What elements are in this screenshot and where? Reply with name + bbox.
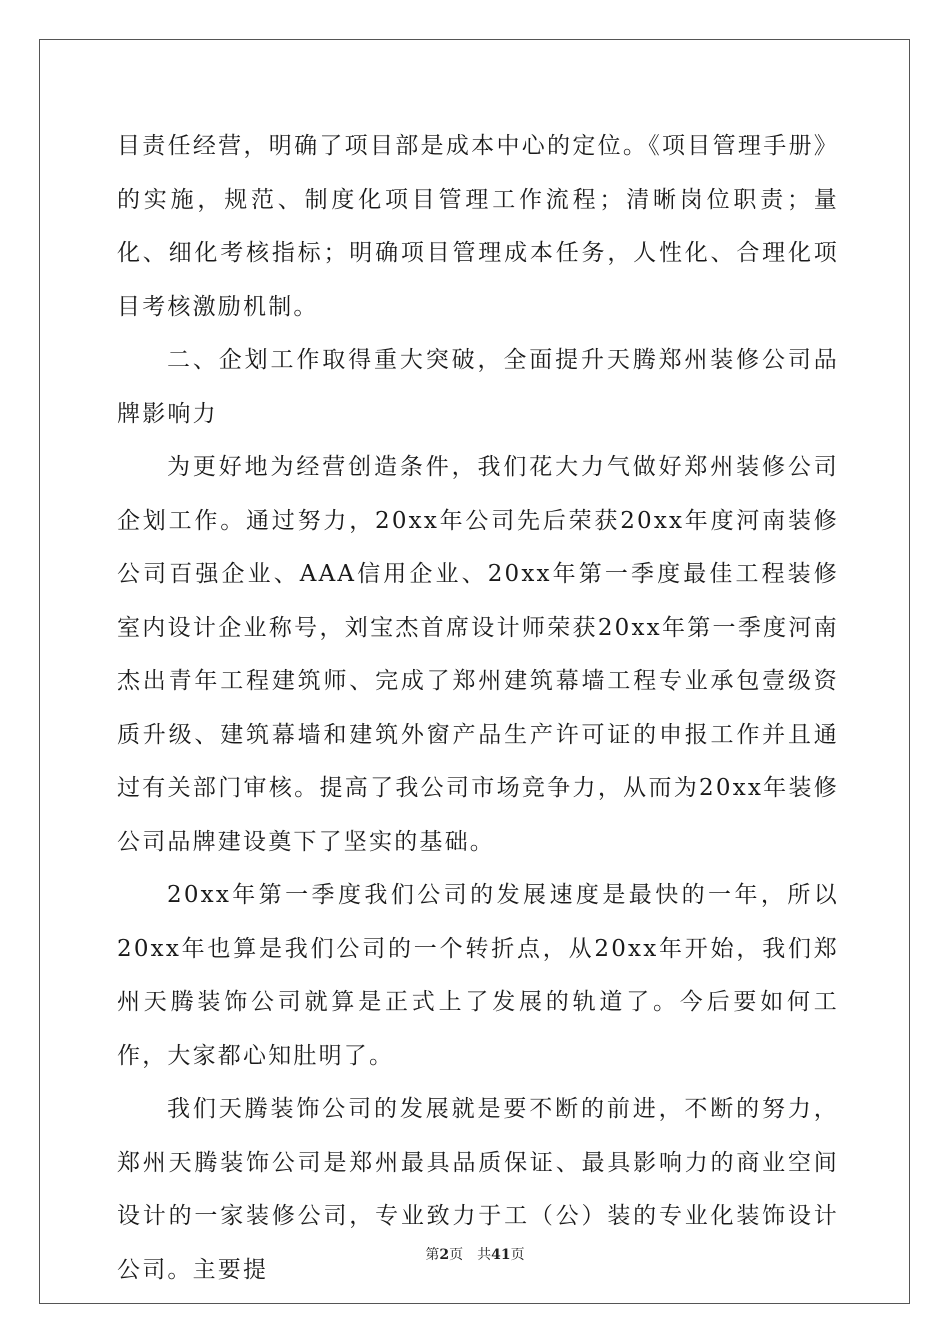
- paragraph-3: 为更好地为经营创造条件，我们花大力气做好郑州装修公司企划工作。通过努力，20xx年公司先后荣获20xx年度河南装修公司百强企业、AAA信用企业、20xx年第一季度最佳工程装修室内设计企业称号，刘宝杰首席设计师荣获20xx年第一季度河南杰出青年工程建筑师、完成了郑州建筑幕墙工程专业承包壹级资质升级、建筑幕墙和建筑外窗产品生产许可证的申报工作并且通过有关部门审核。提高了我公司市场竞争力，从而为20xx年装修公司品牌建设奠下了坚实的基础。: [117, 454, 839, 855]
- total-prefix: 共: [477, 1247, 492, 1263]
- paragraph-1: 目责任经营，明确了项目部是成本中心的定位。《项目管理手册》的实施，规范、制度化项目管理工作流程；清晰岗位职责；量化、细化考核指标；明确项目管理成本任务，人性化、合理化项目考核激励机制。: [117, 133, 839, 320]
- total-suffix: 页: [510, 1247, 525, 1263]
- page-suffix: 页: [449, 1247, 464, 1263]
- document-body: [117, 120, 839, 1297]
- total-page-number: 41: [491, 1247, 511, 1263]
- page-prefix: 第: [425, 1247, 440, 1263]
- section-heading-2: 二、企划工作取得重大突破，全面提升天腾郑州装修公司品牌影响力: [117, 347, 839, 427]
- current-page-number: 2: [439, 1247, 450, 1263]
- paragraph-4: 20xx年第一季度我们公司的发展速度是最快的一年，所以20xx年也算是我们公司的一个转折点，从20xx年开始，我们郑州天腾装饰公司就算是正式上了发展的轨道了。今后要如何工作，大家都心知肚明了。: [117, 882, 839, 1069]
- paragraph-5: 我们天腾装饰公司的发展就是要不断的前进，不断的努力，郑州天腾装饰公司是郑州最具品质保证、最具影响力的商业空间设计的一家装修公司，专业致力于工（公）装的专业化装饰设计公司。主要提: [117, 1096, 839, 1283]
- page-footer: [0, 1244, 950, 1264]
